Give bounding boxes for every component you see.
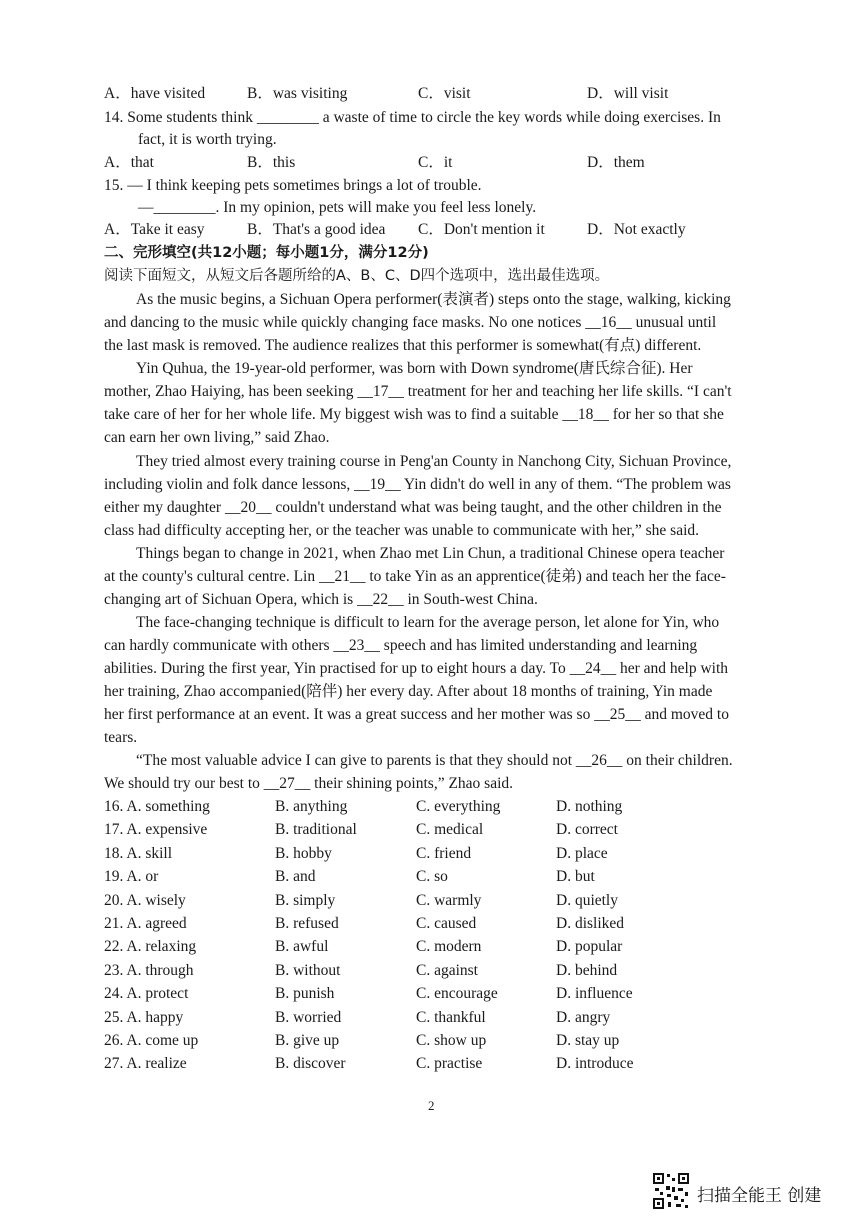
cloze-option-26-d: D. stay up [556,1032,620,1049]
passage-line: class had difficulty accepting her, or the teacher was unable to communicate with her,” she said. [104,522,700,539]
cloze-option-24-a: 24. A. protect [104,985,189,1003]
q13-option-d: D．will visit [587,85,669,102]
passage-line: Yin Quhua, the 19-year-old performer, was born with Down syndrome(唐氏综合征). Her [136,360,693,377]
cloze-option-24-b: B. punish [275,985,335,1003]
cloze-option-24-c: C. encourage [416,985,498,1003]
cloze-option-18-a: 18. A. skill [104,844,173,862]
q14-option-b: B．this [247,154,296,171]
section-heading: 二、完形填空(共12小题；每小题1分，满分12分) [104,245,429,261]
cloze-option-19-d: D. but [556,868,595,886]
cloze-option-24-d: D. influence [556,985,633,1003]
passage-line: the last mask is removed. The audience realizes that this performer is somewhat(有点) different. [104,337,702,354]
cloze-option-21-d: D. disliked [556,915,625,932]
cloze-option-22-d: D. popular [556,938,623,956]
passage-line: abilities. During the first year, Yin practised for up to eight hours a day. To __24__ her and help with [104,660,729,677]
cloze-option-19-a: 19. A. or [104,868,159,886]
q14-option-d: D．them [587,154,645,171]
cloze-option-25-d: D. angry [556,1008,611,1026]
cloze-option-23-a: 23. A. through [104,961,194,979]
cloze-option-19-b: B. and [275,868,316,886]
section-instructions: 阅读下面短文，从短文后各题所给的A、B、C、D四个选项中，选出最佳选项。 [104,268,610,284]
passage-line: mother, Zhao Haiying, has been seeking __17__ treatment for her and teaching her life skills. “I can't [104,383,732,400]
cloze-option-27-d: D. introduce [556,1055,634,1073]
cloze-option-18-b: B. hobby [275,844,332,862]
cloze-option-17-c: C. medical [416,821,484,839]
passage-line: can earn her own living,” said Zhao. [104,429,330,446]
cloze-option-22-a: 22. A. relaxing [104,938,197,956]
cloze-option-25-a: 25. A. happy [104,1008,184,1026]
cloze-option-20-a: 20. A. wisely [104,891,186,909]
q14-stem: 14. Some students think ________ a waste of time to circle the key words while doing exercises. In [104,109,721,126]
cloze-option-26-b: B. give up [275,1032,340,1049]
cloze-option-27-b: B. discover [275,1055,346,1073]
q14-option-c: C．it [418,154,453,171]
passage-line: her first performance at an event. It was a great success and her mother was so __25__ and moved to [104,706,729,723]
q14-stem-cont: fact, it is worth trying. [138,131,277,148]
q14-option-a: A．that [104,154,154,171]
cloze-option-23-b: B. without [275,961,341,979]
passage-line: As the music begins, a Sichuan Opera performer(表演者) steps onto the stage, walking, kicking [136,291,731,308]
cloze-option-27-c: C. practise [416,1055,483,1073]
q13-option-c: C．visit [418,85,471,102]
passage-line: either my daughter __20__ couldn't understand what was being taught, and the other children in the [104,499,722,516]
cloze-option-20-d: D. quietly [556,891,618,909]
passage-line: take care of her for her whole life. My biggest wish was to find a suitable __18__ for her so that she [104,406,724,423]
q15-stem: 15. — I think keeping pets sometimes brings a lot of trouble. [104,177,482,194]
cloze-option-17-a: 17. A. expensive [104,821,208,839]
cloze-option-16-a: 16. A. something [104,798,210,815]
passage-line: changing art of Sichuan Opera, which is __22__ in South-west China. [104,591,538,608]
passage-line: at the county's cultural centre. Lin __21__ to take Yin as an apprentice(徒弟) and teach her the face- [104,568,726,585]
passage-line: her training, Zhao accompanied(陪伴) her every day. After about 18 months of training, Yin made [104,683,713,700]
passage-line: We should try our best to __27__ their shining points,” Zhao said. [104,775,514,792]
cloze-option-26-c: C. show up [416,1032,487,1049]
passage-line: including violin and folk dance lessons, __19__ Yin didn't do well in any of them. “The problem was [104,476,731,493]
cloze-option-26-a: 26. A. come up [104,1032,199,1049]
cloze-option-16-b: B. anything [275,798,348,815]
q15-option-c: C．Don't mention it [418,221,545,238]
q15-stem-cont: —________. In my opinion, pets will make you feel less lonely. [138,199,537,216]
cloze-option-23-c: C. against [416,961,478,979]
cloze-option-21-c: C. caused [416,915,477,932]
qr-code-icon [652,1172,690,1210]
cloze-option-16-c: C. everything [416,798,501,815]
passage-line: “The most valuable advice I can give to parents is that they should not __26__ on their children. [136,752,733,769]
cloze-option-21-b: B. refused [275,915,339,932]
q15-option-a: A．Take it easy [104,221,205,238]
cloze-option-20-b: B. simply [275,891,336,909]
page-number: 2 [428,1098,435,1113]
cloze-option-20-c: C. warmly [416,891,482,909]
cloze-option-21-a: 21. A. agreed [104,915,187,932]
q15-option-b: B．That's a good idea [247,221,386,238]
cloze-option-25-b: B. worried [275,1008,342,1026]
cloze-option-27-a: 27. A. realize [104,1055,187,1073]
scanner-watermark: 扫描全能王 创建 [697,1186,822,1206]
cloze-option-23-d: D. behind [556,961,618,979]
passage-line: tears. [104,729,138,746]
passage-line: They tried almost every training course in Peng'an County in Nanchong City, Sichuan Province, [136,453,732,470]
passage-line: and dancing to the music while quickly changing face masks. No one notices __16__ unusual until [104,314,717,331]
cloze-option-22-c: C. modern [416,938,482,956]
passage-line: can hardly communicate with others __23__ speech and has limited understanding and learning [104,637,698,654]
cloze-option-25-c: C. thankful [416,1008,486,1026]
cloze-option-18-c: C. friend [416,844,472,862]
cloze-option-17-b: B. traditional [275,821,357,839]
passage-line: Things began to change in 2021, when Zhao met Lin Chun, a traditional Chinese opera teacher [136,545,725,562]
q13-option-b: B．was visiting [247,85,348,102]
q15-option-d: D．Not exactly [587,221,686,238]
cloze-option-17-d: D. correct [556,821,618,839]
passage-line: The face-changing technique is difficult to learn for the average person, let alone for Yin, who [136,614,720,631]
cloze-option-19-c: C. so [416,868,448,886]
cloze-option-16-d: D. nothing [556,798,623,815]
cloze-option-22-b: B. awful [275,938,329,956]
cloze-option-18-d: D. place [556,844,608,862]
q13-option-a: A．have visited [104,85,206,102]
